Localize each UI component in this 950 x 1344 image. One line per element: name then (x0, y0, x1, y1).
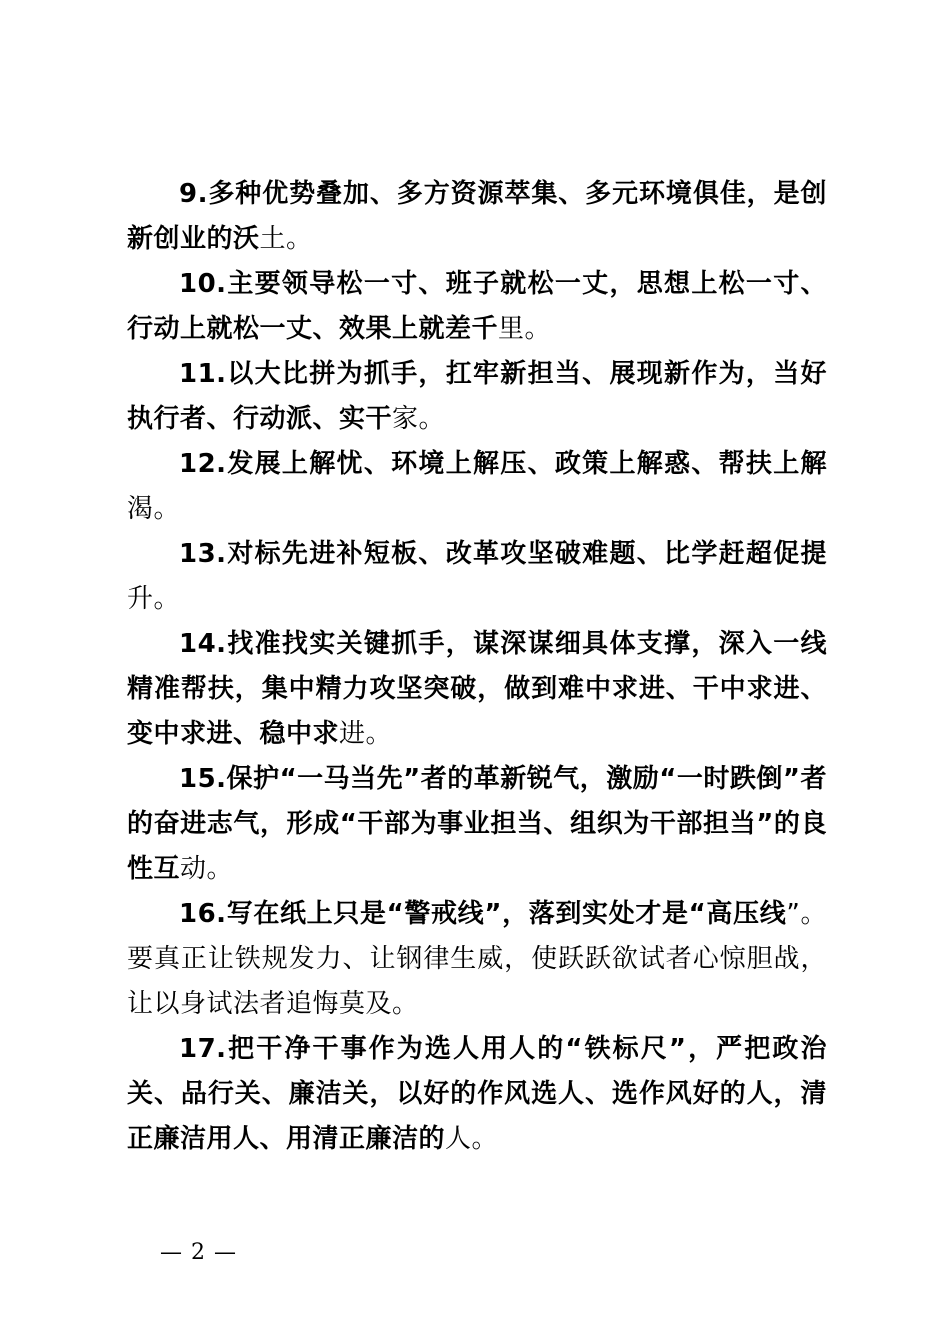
paragraph-16-normal: ”。要真正让铁规发力、让钢律生威，使跃跃欲试者心惊胆战，让以身试法者追悔莫及。 (127, 899, 827, 1019)
paragraph-9 (127, 172, 827, 262)
paragraph-16 (127, 892, 827, 1027)
paragraph-15-normal: 动。 (180, 854, 234, 884)
paragraph-15-bold: 15.保护“一马当先”者的革新锐气，激励“一时跌倒”者的奋进志气，形成“干部为事业担当、组织为干部担当”的良性互 (127, 764, 827, 884)
page-number: — 2 — (160, 1240, 237, 1265)
paragraph-12-normal: 渴。 (127, 494, 181, 524)
paragraph-9-normal: 土。 (259, 224, 313, 254)
paragraph-13 (127, 532, 827, 622)
paragraph-14 (127, 622, 827, 757)
paragraph-11-normal: 家。 (392, 404, 446, 434)
paragraph-11 (127, 352, 827, 442)
paragraph-13-bold: 13.对标先进补短板、改革攻坚破难题、比学赶超促提 (179, 539, 827, 569)
paragraph-10-normal: 里。 (498, 314, 552, 344)
paragraph-14-normal: 进。 (339, 719, 393, 749)
paragraph-15 (127, 757, 827, 892)
paragraph-12-bold: 12.发展上解忧、环境上解压、政策上解惑、帮扶上解 (179, 449, 827, 479)
paragraph-14-bold: 14.找准找实关键抓手，谋深谋细具体支撑，深入一线精准帮扶，集中精力攻坚突破，做到难中求进、干中求进、变中求进、稳中求 (127, 629, 827, 749)
paragraph-17-bold: 17.把干净干事作为选人用人的“铁标尺”，严把政治关、品行关、廉洁关，以好的作风选人、选作风好的人，清正廉洁用人、用清正廉洁的 (127, 1034, 827, 1154)
paragraph-12 (127, 442, 827, 532)
document-body (127, 172, 827, 1162)
paragraph-9-bold: 9.多种优势叠加、多方资源萃集、多元环境俱佳，是创新创业的沃 (127, 179, 827, 254)
paragraph-10 (127, 262, 827, 352)
paragraph-17 (127, 1027, 827, 1162)
paragraph-16-bold: 16.写在纸上只是“警戒线”，落到实处才是“高压线 (179, 899, 787, 929)
paragraph-17-normal: 人。 (445, 1124, 499, 1154)
paragraph-13-normal: 升。 (127, 584, 181, 614)
paragraph-11-bold: 11.以大比拼为抓手，扛牢新担当、展现新作为，当好执行者、行动派、实干 (127, 359, 827, 434)
paragraph-10-bold: 10.主要领导松一寸、班子就松一丈，思想上松一寸、行动上就松一丈、效果上就差千 (127, 269, 827, 344)
